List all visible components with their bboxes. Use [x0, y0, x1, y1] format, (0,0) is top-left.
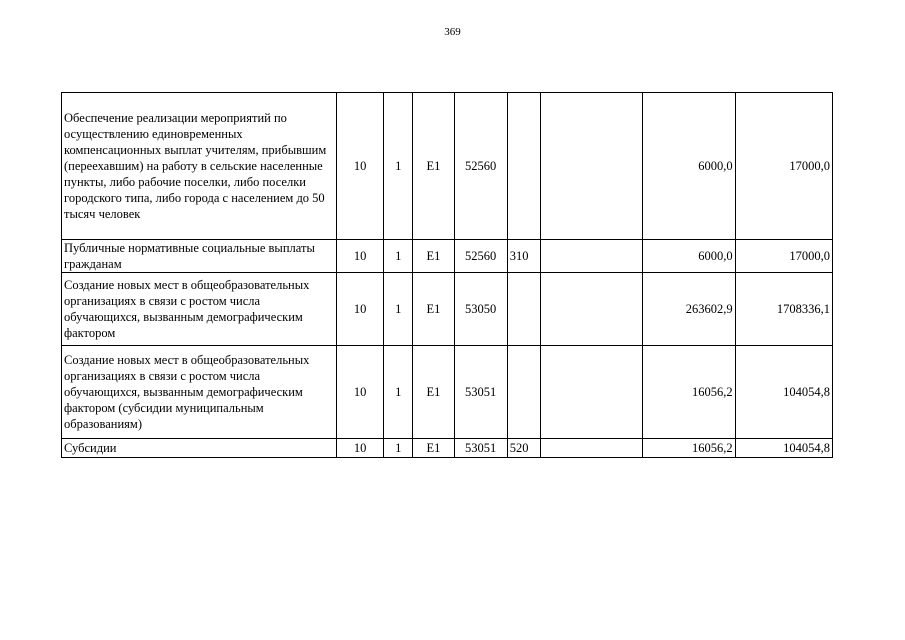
table-row	[62, 346, 833, 439]
row-name: Обеспечение реализации мероприятий по осуществлению единовременных компенсационных выплат учителям, прибывшим (переехавшим) на работу в сельские населенные пункты, либо рабочие поселки, либо поселки городского типа, либо города с населением до 50 тысяч человек	[62, 93, 337, 240]
program-code: E1	[413, 346, 454, 439]
subsection-code: 1	[384, 439, 413, 458]
amount-col8: 104054,8	[735, 346, 832, 439]
subsection-code: 1	[384, 93, 413, 240]
subsection-code: 1	[384, 346, 413, 439]
program-code: E1	[413, 93, 454, 240]
amount-col6	[540, 240, 642, 273]
subsection-code: 1	[384, 273, 413, 346]
amount-col7: 6000,0	[643, 93, 735, 240]
amount-col7: 16056,2	[643, 439, 735, 458]
table-row	[62, 93, 833, 240]
row-name: Публичные нормативные социальные выплаты гражданам	[62, 240, 337, 273]
program-code: E1	[413, 240, 454, 273]
table-row	[62, 273, 833, 346]
amount-col6	[540, 273, 642, 346]
direction-code: 53050	[454, 273, 507, 346]
direction-code: 53051	[454, 439, 507, 458]
amount-col8: 17000,0	[735, 93, 832, 240]
table-row	[62, 240, 833, 273]
direction-code: 52560	[454, 240, 507, 273]
expense-type-code	[507, 93, 540, 240]
budget-table	[61, 92, 833, 458]
amount-col6	[540, 346, 642, 439]
direction-code: 53051	[454, 346, 507, 439]
expense-type-code	[507, 346, 540, 439]
amount-col7: 6000,0	[643, 240, 735, 273]
section-code: 10	[337, 273, 384, 346]
amount-col8: 17000,0	[735, 240, 832, 273]
page-number: 369	[444, 26, 461, 38]
section-code: 10	[337, 240, 384, 273]
program-code: E1	[413, 439, 454, 458]
expense-type-code: 310	[507, 240, 540, 273]
section-code: 10	[337, 439, 384, 458]
amount-col7: 16056,2	[643, 346, 735, 439]
expense-type-code: 520	[507, 439, 540, 458]
program-code: E1	[413, 273, 454, 346]
amount-col6	[540, 93, 642, 240]
expense-type-code	[507, 273, 540, 346]
row-name: Создание новых мест в общеобразовательных организациях в связи с ростом числа обучающихся, вызванным демографическим фактором (субсидии муниципальным образованиям)	[62, 346, 337, 439]
row-name: Создание новых мест в общеобразовательных организациях в связи с ростом числа обучающихся, вызванным демографическим фактором	[62, 273, 337, 346]
amount-col7: 263602,9	[643, 273, 735, 346]
amount-col8: 1708336,1	[735, 273, 832, 346]
section-code: 10	[337, 346, 384, 439]
row-name: Субсидии	[62, 439, 337, 458]
amount-col6	[540, 439, 642, 458]
amount-col8: 104054,8	[735, 439, 832, 458]
subsection-code: 1	[384, 240, 413, 273]
direction-code: 52560	[454, 93, 507, 240]
section-code: 10	[337, 93, 384, 240]
table-row	[62, 439, 833, 458]
